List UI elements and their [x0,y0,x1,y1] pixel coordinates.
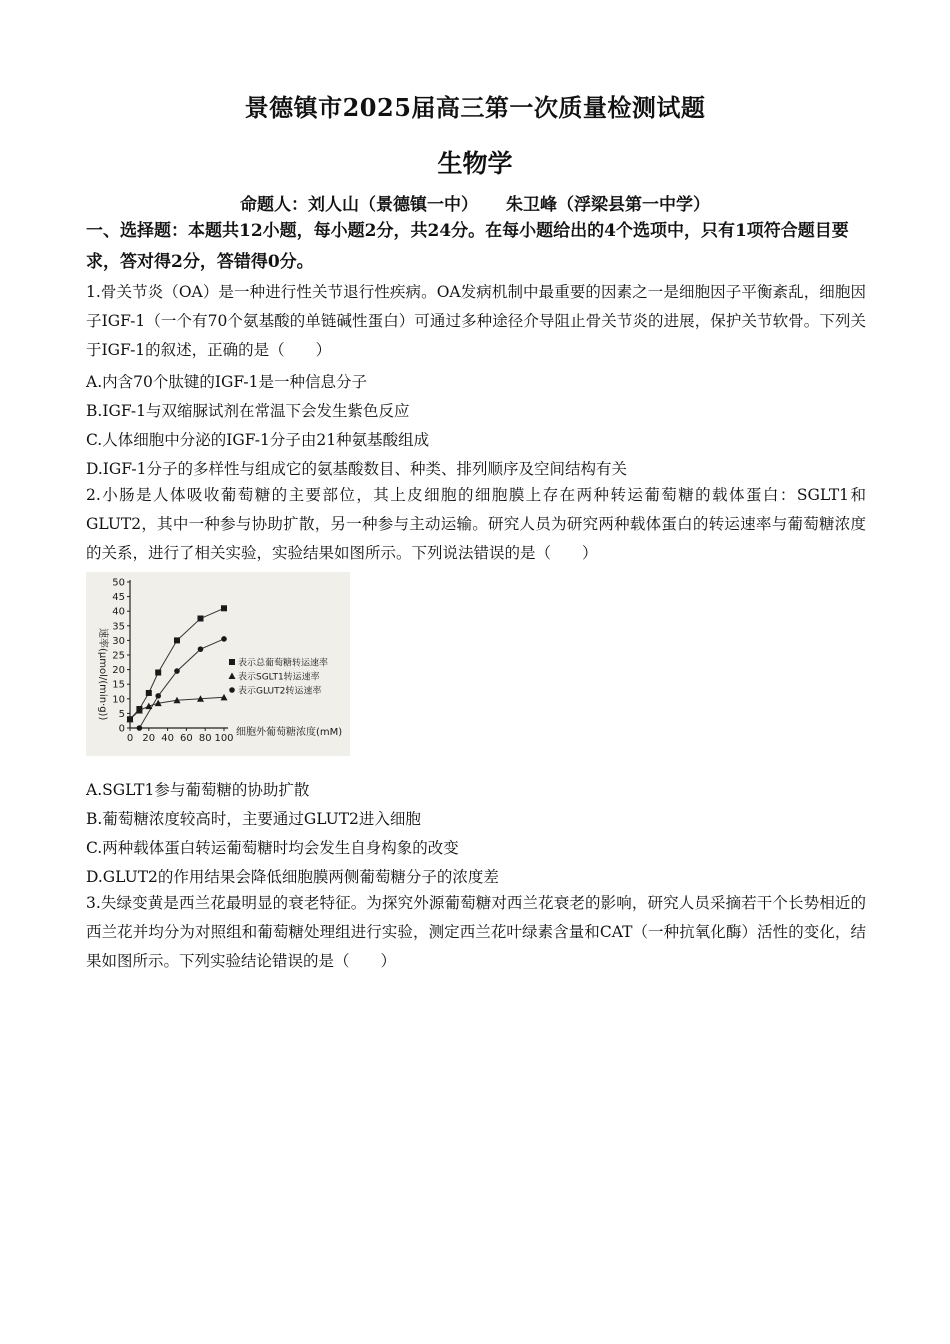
question-1-option-b: B.IGF-1与双缩脲试剂在常温下会发生紫色反应 [86,402,410,420]
data-point-glut2-rate [221,636,227,642]
authors-line [0,190,950,215]
series-line-glut2-rate [139,639,224,728]
question-2-option-a: A.SGLT1参与葡萄糖的协助扩散 [86,781,310,799]
data-point-total-rate [221,605,227,611]
x-tick-label: 100 [214,733,234,744]
question-1-option-c: C.人体细胞中分泌的IGF-1分子由21种氨基酸组成 [86,431,430,449]
transport-rate-chart [86,572,350,756]
data-point-glut2-rate [198,646,204,652]
author-2: 朱卫峰（浮梁县第一中学） [506,195,710,215]
legend-label-glut2-rate: 表示GLUT2转运速率 [238,686,322,697]
x-tick-label: 80 [198,733,212,744]
y-tick-label: 15 [112,679,125,691]
legend-label-sglt1-rate: 表示SGLT1转运速率 [238,672,320,683]
x-tick-label: 0 [126,733,134,744]
author-1: 刘人山（景德镇一中） [308,195,478,215]
question-2-option-d: D.GLUT2的作用结果会降低细胞膜两侧葡萄糖分子的浓度差 [86,868,499,886]
question-2-stem: 2.小肠是人体吸收葡萄糖的主要部位，其上皮细胞的细胞膜上存在两种转运葡萄糖的载体蛋白：SGLT1和GLUT2，其中一种参与协助扩散，另一种参与主动运输。研究人员为研究两种载体蛋白的转运速率与葡萄糖浓度的关系，进行了相关实验，实验结果如图所示。下列说法错误的是（ ） [86,486,866,562]
x-axis-label [236,725,342,738]
data-point-total-rate [198,616,204,622]
series-lines [130,608,224,728]
series-markers [127,605,228,731]
y-tick-label: 50 [112,577,125,589]
data-point-glut2-rate [137,725,143,731]
y-tick-label: 5 [118,708,125,720]
legend-label-total-rate: 表示总葡萄糖转运速率 [238,658,329,669]
data-point-glut2-rate [174,668,180,674]
question-3-stem: 3.失绿变黄是西兰花最明显的衰老特征。为探究外源葡萄糖对西兰花衰老的影响，研究人员采摘若干个长势相近的西兰花并均分为对照组和葡萄糖处理组进行实验，测定西兰花叶绿素含量和CAT（一种抗氧化酶）活性的变化，结果如图所示。下列实验结论错误的是（ ） [86,894,866,970]
question-2-option-b: B.葡萄糖浓度较高时，主要通过GLUT2进入细胞 [86,810,421,828]
x-axis-label-text: 细胞外葡萄糖浓度(mM) [236,727,343,738]
y-tick-label: 40 [112,606,125,618]
question-1-option-d: D.IGF-1分子的多样性与组成它的氨基酸数目、种类、排列顺序及空间结构有关 [86,460,627,478]
y-tick-label: 10 [112,694,125,706]
data-point-total-rate [146,690,152,696]
legend-marker-glut2-rate [229,687,235,693]
authors-label: 命题人： [240,195,308,215]
chart-svg [86,572,350,756]
data-point-glut2-rate [155,693,161,699]
x-axis-ticks [127,728,234,744]
x-tick-label: 20 [142,733,156,744]
question-2-option-c: C.两种载体蛋白转运葡萄糖时均会发生自身构象的改变 [86,839,459,857]
question-1-stem: 1.骨关节炎（OA）是一种进行性关节退行性疾病。OA发病机制中最重要的因素之一是细胞因子平衡紊乱，细胞因子IGF-1（一个有70个氨基酸的单链碱性蛋白）可通过多种途径介导阻止骨关节炎的进展，保护关节软骨。下列关于IGF-1的叙述，正确的是（ ） [86,283,866,359]
y-tick-label: 20 [112,665,125,677]
y-tick-label: 25 [112,650,125,662]
x-tick-label: 40 [161,733,174,744]
chart-axes [130,580,228,728]
x-tick-label: 60 [180,733,193,744]
legend-marker-total-rate [229,659,235,665]
y-tick-label: 45 [112,592,125,604]
question-1-option-a: A.内含70个肽键的IGF-1是一种信息分子 [86,373,368,391]
y-axis-ticks [112,578,130,735]
subject-title: 生物学 [437,149,513,178]
data-point-total-rate [155,670,161,676]
legend-marker-sglt1-rate [229,673,236,680]
y-tick-label: 30 [112,635,125,647]
exam-title: 景德镇市2025届高三第一次质量检测试题 [244,93,706,122]
y-axis-label: 速率(μmol/(min·g)) [97,628,108,721]
section-heading: 一、选择题：本题共12小题，每小题2分，共24分。在每小题给出的4个选项中，只有1项符合题目要求，答对得2分，答错得0分。 [86,221,849,272]
chart-legend [229,657,329,697]
data-point-total-rate [174,637,180,643]
y-tick-label: 35 [112,621,125,633]
y-tick-label: 0 [118,723,125,735]
